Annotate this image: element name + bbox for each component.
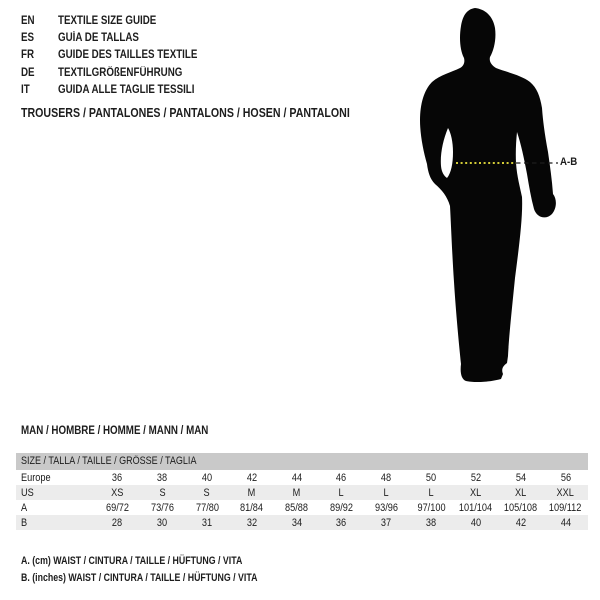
value-cell xyxy=(498,500,543,515)
value-cell xyxy=(274,500,319,515)
value-cell xyxy=(140,470,185,485)
table-row-a xyxy=(16,500,588,515)
value-text: 32 xyxy=(246,516,257,529)
value-text: M xyxy=(292,486,301,499)
value-text: S xyxy=(203,486,211,499)
value-text: L xyxy=(338,486,345,499)
language-code: ES xyxy=(21,32,35,45)
garment-heading: TROUSERS / PANTALONES / PANTALONS / HOSEN / PANTALONI xyxy=(21,106,350,120)
footnote-line-b: B. (inches) WAIST / CINTURA / TAILLE / HÜFTUNG / VITA xyxy=(21,571,258,584)
value-cell xyxy=(409,515,454,530)
row-label-cell xyxy=(16,485,95,500)
value-text: XS xyxy=(111,486,124,499)
value-cell xyxy=(319,485,364,500)
value-text: S xyxy=(159,486,166,499)
value-cell xyxy=(229,500,274,515)
value-cell xyxy=(409,470,454,485)
value-text: 101/104 xyxy=(459,501,493,514)
value-cell xyxy=(454,515,499,530)
row-label: Europe xyxy=(21,471,51,484)
value-cell xyxy=(319,500,364,515)
value-cell xyxy=(274,485,319,500)
language-code: FR xyxy=(21,49,35,62)
value-cell xyxy=(498,470,543,485)
value-cell xyxy=(95,515,140,530)
size-table xyxy=(16,453,588,530)
value-cell xyxy=(543,470,588,485)
language-title: GUIDA ALLE TAGLIE TESSILI xyxy=(58,83,195,96)
value-cell xyxy=(498,515,543,530)
value-cell xyxy=(95,485,140,500)
value-cell xyxy=(364,485,409,500)
table-row-europe xyxy=(16,470,588,485)
value-cell xyxy=(185,500,230,515)
value-text: XL xyxy=(470,486,482,499)
value-text: 50 xyxy=(425,471,437,484)
language-title: TEXTILE SIZE GUIDE xyxy=(58,15,157,27)
value-text: 44 xyxy=(560,516,571,529)
value-text: 54 xyxy=(515,471,526,484)
value-cell xyxy=(274,515,319,530)
size-table-header-label: SIZE / TALLA / TAILLE / GRÖSSE / TAGLIA xyxy=(21,455,197,467)
value-cell xyxy=(454,485,499,500)
value-cell xyxy=(543,515,588,530)
language-title: GUÍA DE TALLAS xyxy=(58,32,139,45)
value-cell xyxy=(364,470,409,485)
value-text: 36 xyxy=(336,516,347,529)
value-cell xyxy=(319,470,364,485)
value-text: 37 xyxy=(381,516,392,529)
row-label-cell xyxy=(16,500,95,515)
value-text: 56 xyxy=(560,471,571,484)
value-text: 85/88 xyxy=(285,501,309,514)
value-text: 34 xyxy=(291,516,302,529)
value-text: 105/108 xyxy=(504,501,538,514)
value-text: 97/100 xyxy=(417,501,446,514)
language-code: EN xyxy=(21,15,35,27)
value-cell xyxy=(140,485,185,500)
value-cell xyxy=(95,500,140,515)
value-text: 46 xyxy=(336,471,347,484)
value-text: 73/76 xyxy=(150,501,174,514)
row-label-cell xyxy=(16,470,95,485)
value-cell xyxy=(364,500,409,515)
value-text: 28 xyxy=(112,516,123,529)
footnotes xyxy=(21,553,317,586)
value-text: 109/112 xyxy=(549,501,582,514)
value-cell xyxy=(185,515,230,530)
value-text: L xyxy=(428,486,434,499)
language-code: DE xyxy=(21,66,35,79)
man-silhouette xyxy=(420,8,556,382)
value-cell xyxy=(140,515,185,530)
value-cell xyxy=(543,485,588,500)
table-row-us xyxy=(16,485,588,500)
row-label: US xyxy=(21,486,34,499)
value-cell xyxy=(409,485,454,500)
size-table-grid xyxy=(16,470,588,530)
value-text: L xyxy=(383,486,389,499)
value-text: 40 xyxy=(201,471,213,484)
value-text: M xyxy=(248,486,256,499)
value-cell xyxy=(229,515,274,530)
value-text: 38 xyxy=(425,516,437,529)
footnote-line-a: A. (cm) WAIST / CINTURA / TAILLE / HÜFTUNG / VITA xyxy=(21,555,243,567)
value-text: 44 xyxy=(291,471,302,484)
value-text: 40 xyxy=(470,516,482,529)
value-text: 42 xyxy=(515,516,526,529)
value-cell xyxy=(319,515,364,530)
value-cell xyxy=(543,500,588,515)
row-label: A xyxy=(21,501,28,514)
size-table-header xyxy=(16,453,588,470)
value-text: 52 xyxy=(470,471,482,484)
value-text: 42 xyxy=(246,471,257,484)
value-cell xyxy=(409,500,454,515)
value-cell xyxy=(364,515,409,530)
value-text: 48 xyxy=(381,471,392,484)
value-cell xyxy=(185,470,230,485)
value-text: 89/92 xyxy=(329,501,353,514)
value-text: 31 xyxy=(201,516,213,529)
value-text: XL xyxy=(515,486,527,499)
measurement-label: A-B xyxy=(560,156,578,168)
value-text: XXL xyxy=(556,486,575,499)
table-row-b xyxy=(16,515,588,530)
value-cell xyxy=(185,485,230,500)
value-cell xyxy=(274,470,319,485)
value-text: 38 xyxy=(157,471,168,484)
value-text: 36 xyxy=(112,471,123,484)
value-cell xyxy=(498,485,543,500)
row-label: B xyxy=(21,516,28,529)
language-code: IT xyxy=(21,83,30,96)
value-cell xyxy=(229,470,274,485)
value-cell xyxy=(140,500,185,515)
value-text: 77/80 xyxy=(195,501,219,514)
row-label-cell xyxy=(16,515,95,530)
value-cell xyxy=(229,485,274,500)
value-text: 30 xyxy=(157,516,168,529)
value-text: 81/84 xyxy=(240,501,264,514)
value-text: 93/96 xyxy=(374,501,398,514)
value-cell xyxy=(95,470,140,485)
language-title: GUIDE DES TAILLES TEXTILE xyxy=(58,49,198,62)
value-cell xyxy=(454,500,499,515)
value-text: 69/72 xyxy=(105,501,129,514)
table-section-heading: MAN / HOMBRE / HOMME / MANN / MAN xyxy=(21,425,209,437)
language-title: TEXTILGRÖßENFÜHRUNG xyxy=(58,66,183,79)
value-cell xyxy=(454,470,499,485)
